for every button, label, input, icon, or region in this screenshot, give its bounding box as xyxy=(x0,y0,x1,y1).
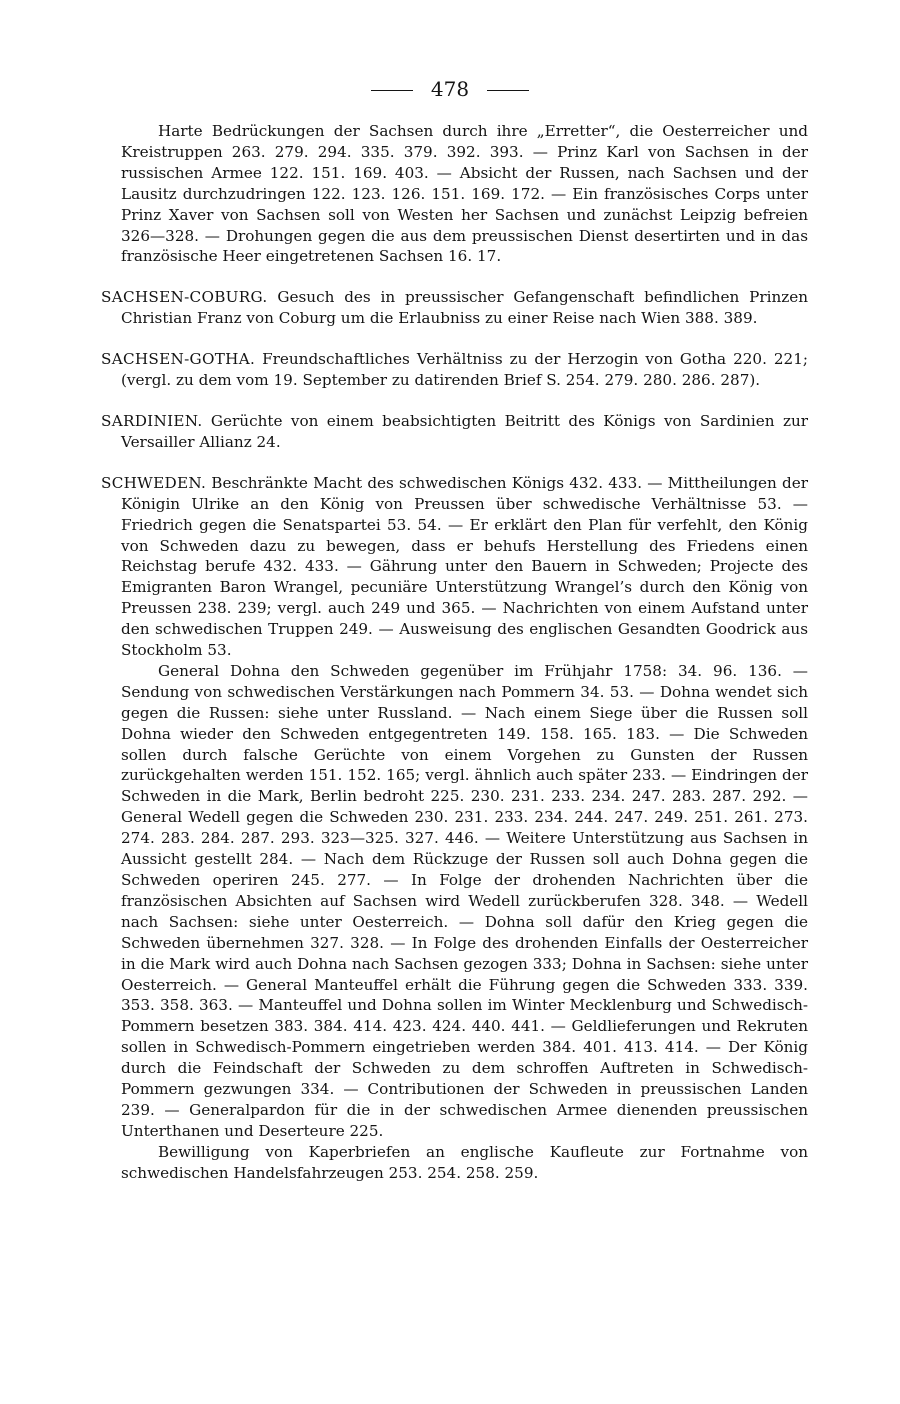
saxony-paragraph: Harte Bedrückungen der Sachsen durch ihre „Erretter“, die Oesterreicher und Kreistruppen 263. 279. 294. 335. 379. 392. 393. — Prinz Karl von Sachsen in der russischen Armee 122. 151. 169. 403. — Absicht der Russen, nach Sachsen und der Lausitz durchzudringen 122. 123. 126. 151. 169. 172. — Ein französisches Corps unter Prinz Xaver von Sachsen soll von Westen her Sachsen und zunächst Leipzig befreien 326—328. — Drohungen gegen die aus dem preussischen Dienst desertirten und in das französische Heer eingetretenen Sachsen 16. 17. xyxy=(121,122,808,266)
index-entry-sachsen-gotha xyxy=(101,349,809,391)
entry-text: Gerüchte von einem beabsichtigten Beitritt des Königs von Sardinien zur Versailler Allianz 24. xyxy=(121,411,809,451)
entry-head: SCHWEDEN. xyxy=(101,473,207,492)
index-entry-sardinien xyxy=(101,411,809,453)
header-rule-left xyxy=(371,90,413,91)
entry-head: SACHSEN-COBURG. xyxy=(101,288,268,307)
page-body xyxy=(0,121,900,1184)
index-entry-schweden xyxy=(101,473,809,661)
page-header xyxy=(0,76,900,102)
entry-text: Beschränkte Macht des schwedischen Königs 432. 433. — Mittheilungen der Königin Ulrike an den König von Preussen über schwedische Verhältnisse 53. — Friedrich gegen die Senatspartei 53. 54. — Er erklärt den Plan für verfehlt, den König von Schweden dazu zu bewegen, dass er behufs Herstellung des Friedens einen Reichstag berufe 432. 433. — Gährung unter den Bauern in Schweden; Projecte des Emigranten Baron Wrangel, pecuniäre Unterstützung Wrangel’s durch den König von Preussen 238. 239; vergl. auch 249 und 365. — Nachrichten von einem Aufstand unter den schwedischen Truppen 249. — Ausweisung des englischen Gesandten Goodrick aus Stockholm 53. xyxy=(121,473,809,660)
page-number: 478 xyxy=(430,77,470,101)
entry-text: Gesuch des in preussischer Gefangenschaft befindlichen Prinzen Christian Franz von Coburg um die Erlaubniss zu einer Reise nach Wien 388. 389. xyxy=(121,288,808,328)
index-entry-sachsen-coburg xyxy=(101,287,808,329)
header-rule-right xyxy=(487,90,529,91)
entry-head: SACHSEN-GOTHA. xyxy=(101,350,256,369)
schweden-continuation-paragraph: General Dohna den Schweden gegenüber im Frühjahr 1758: 34. 96. 136. — Sendung von schwedischen Verstärkungen nach Pommern 34. 53. — Dohna wendet sich gegen die Russen: siehe unter Russland. — Nach einem Siege über die Russen soll Dohna wieder den Schweden entgegentreten 149. 158. 165. 183. — Die Schweden sollen durch falsche Gerüchte von einem Vorgehen zu Gunsten der Russen zurückgehalten werden 151. 152. 165; vergl. ähnlich auch später 233. — Eindringen der Schweden in die Mark, Berlin bedroht 225. 230. 231. 233. 234. 247. 283. 287. 292. — General Wedell gegen die Schweden 230. 231. 233. 234. 244. 247. 249. 251. 261. 273. 274. 283. 284. 287. 293. 323—325. 327. 446. — Weitere Unterstützung aus Sachsen in Aussicht gestellt 284. — Nach dem Rückzuge der Russen soll auch Dohna gegen die Schweden operiren 245. 277. — In Folge der drohenden Nachrichten über die französischen Absichten auf Sachsen wird Wedell zurückberufen 328. 348. — Wedell nach Sachsen: siehe unter Oesterreich. — Dohna soll dafür den Krieg gegen die Schweden übernehmen 327. 328. — In Folge des drohenden Einfalls der Oesterreicher in die Mark wird auch Dohna nach Sachsen gezogen 333; Dohna in Sachsen: siehe unter Oesterreich. — General Manteuffel erhält die Führung gegen die Schweden 333. 339. 353. 358. 363. — Manteuffel und Dohna sollen im Winter Mecklenburg und Schwedisch-Pommern besetzen 383. 384. 414. 423. 424. 440. 441. — Geldlieferungen und Rekruten sollen in Schwedisch-Pommern eingetrieben werden 384. 401. 413. 414. — Der König durch die Feindschaft der Schweden zu dem schroffen Auftreten in Schwedisch-Pommern gezwungen 334. — Contributionen der Schweden in preussischen Landen 239. — Generalpardon für die in der schwedischen Armee dienenden preussischen Unterthanen und Deserteure 225. xyxy=(121,661,808,1140)
entry-head: SARDINIEN. xyxy=(101,411,203,430)
entry-text: Freundschaftliches Verhältniss zu der Herzogin von Gotha 220. 221; (vergl. zu dem vom 19. September zu datirenden Brief S. 254. 279. 280. 286. 287). xyxy=(121,350,809,390)
schweden-kaperbriefe-paragraph: Bewilligung von Kaperbriefen an englische Kaufleute zur Fortnahme von schwedischen Handelsfahrzeugen 253. 254. 258. 259. xyxy=(121,1142,808,1182)
